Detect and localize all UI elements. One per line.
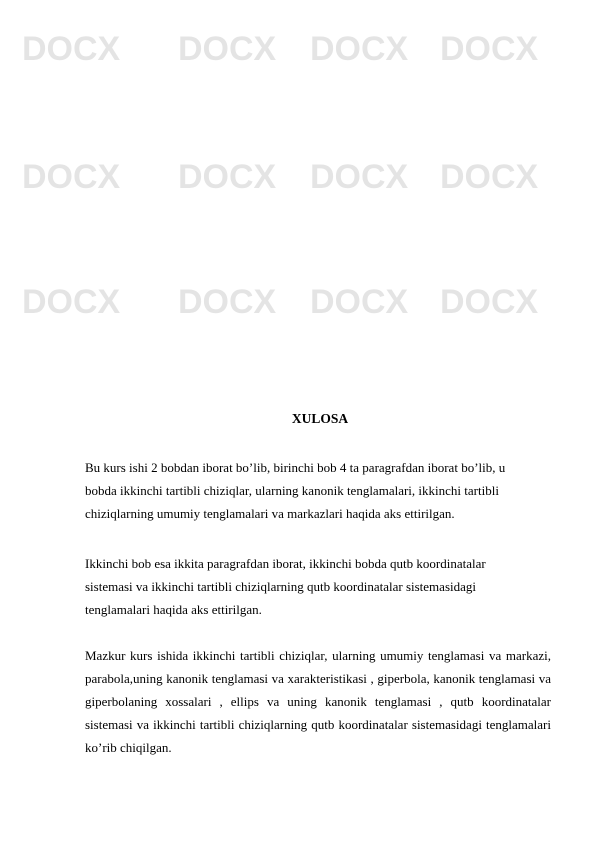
svg-text:DOCX: DOCX (440, 30, 539, 66)
watermark-logo (310, 158, 418, 194)
svg-text:DOCX: DOCX (22, 283, 121, 319)
watermark-logo (22, 30, 130, 66)
watermark-logo (440, 30, 548, 66)
watermark-logo (440, 158, 548, 194)
watermark-logo (22, 283, 130, 319)
watermark-logo (310, 283, 418, 319)
watermark-logo (178, 158, 286, 194)
watermark-logo (440, 283, 548, 319)
svg-text:DOCX: DOCX (22, 30, 121, 66)
svg-text:DOCX: DOCX (440, 283, 539, 319)
svg-text:DOCX: DOCX (310, 158, 409, 194)
svg-text:DOCX: DOCX (440, 158, 539, 194)
svg-text:DOCX: DOCX (310, 283, 409, 319)
svg-text:DOCX: DOCX (178, 30, 277, 66)
conclusion-paragraph-2: Ikkinchi bob esa ikkita paragrafdan iborat, ikkinchi bobda qutb koordinatalar sistemasi va ikkinchi tartibli chiziqlarning qutb koordinatalar sistemasidagi tenglamalari haqida aks ettirilgan. (85, 556, 486, 617)
svg-text:DOCX: DOCX (178, 158, 277, 194)
watermark-logo (22, 158, 130, 194)
conclusion-paragraph-3: Mazkur kurs ishida ikkinchi tartibli chiziqlar, ularning umumiy tenglamasi va markazi, parabola,uning kanonik tenglamasi va xarakteristikasi , giperbola, kanonik tenglamasi va giperbolaning xossalari , ellips va uning kanonik tenglamasi , qutb koordinatalar sistemasi va ikkinchi tartibli chiziqlarning qutb koordinatalar sistemasidagi tenglamalari ko’rib chiqilgan. (85, 648, 551, 755)
svg-text:DOCX: DOCX (22, 158, 121, 194)
svg-text:DOCX: DOCX (310, 30, 409, 66)
watermark-logo (178, 30, 286, 66)
conclusion-paragraph-1: Bu kurs ishi 2 bobdan iborat bo’lib, birinchi bob 4 ta paragrafdan iborat bo’lib, u bobda ikkinchi tartibli chiziqlar, ularning kanonik tenglamalari, ikkinchi tartibli chiziqlarning umumiy tenglamalari va markazlari haqida aks ettirilgan. (85, 460, 506, 521)
section-title: XULOSA (291, 411, 349, 426)
svg-text:DOCX: DOCX (178, 283, 277, 319)
watermark-logo (310, 30, 418, 66)
watermark-logo (178, 283, 286, 319)
